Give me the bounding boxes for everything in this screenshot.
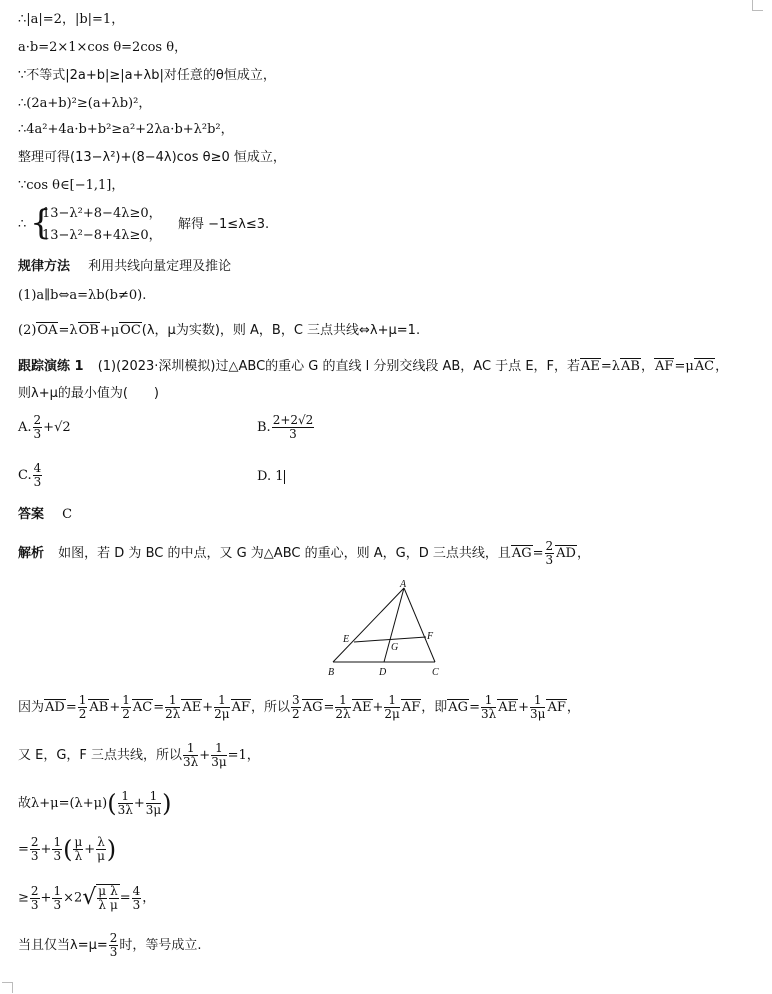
option-b-den: 3 (289, 427, 297, 441)
exercise-line-2: 则λ+μ的最小值为( ) (18, 386, 160, 401)
option-a-text: +√2 (43, 420, 71, 435)
exercise-text: (1)(2023·深圳模拟)过△ABC的重心 G 的直线 l 分别交线段 AB，AC 于点 E，F，若 (97, 359, 581, 374)
analysis-text: 如图，若 D 为 BC 的中点，又 G 为△ABC 的重心，则 A，G，D 三点共线，且 (58, 546, 511, 561)
rule-2-tail: (λ，μ为实数)，则 A，B，C 三点共线⇔λ+μ=1. (141, 323, 421, 338)
label-c: C (432, 667, 439, 678)
label-b: B (328, 667, 335, 678)
line-7: ∵cos θ∈[−1,1]， (18, 178, 125, 193)
answer-value: C (62, 507, 73, 522)
equality-text: 当且仅当λ=μ= (18, 938, 108, 953)
equality-tail: 时，等号成立. (119, 938, 202, 953)
corner-mark-bottom-left (2, 982, 13, 993)
derivation-4: = $\frac{2}{3}$ + $\frac{1}{3}$ ( $\frac{\mu}{\lambda}$ + $\frac{\lambda}{\mu}$ ) (18, 835, 117, 864)
option-c-den: 3 (33, 475, 42, 489)
label-f: F (427, 631, 434, 642)
option-d-text: 1 (275, 469, 284, 484)
option-c-label: C. (18, 468, 32, 483)
option-d (257, 468, 285, 486)
system-row-2: 13−λ²−8+4λ≥0， (42, 228, 162, 243)
exercise-line-1: 跟踪演练 1 (1)(2023·深圳模拟)过△ABC的重心 G 的直线 l 分别交线段 AB，AC 于点 E，F，若AE=λAB，AF=μAC， (18, 359, 729, 374)
option-c-num: 4 (33, 461, 42, 475)
answer-line (18, 506, 72, 524)
derivation-1: 因为AD= $\frac{1}{2}$ AB+ $\frac{1}{2}$ AC= $\frac{1}{2\lambda}$ AE+ $\frac{1}{2\mu}$ AF，所以 $\frac{3}{2}$ AG= $\frac{1}{2\lambda}$ AE+ $\frac{1}{2\mu}$ AF，即AG= $\frac{1}{3\lambda}$ AE+ $\frac{1}{3\mu}$ AF， (18, 693, 580, 721)
answer-head: 答案 (18, 507, 45, 522)
derivation-5: ≥ $\frac{2}{3}$ + $\frac{1}{3}$ ×2√ $\frac{\mu}{\lambda}$ $\frac{\lambda}{\mu}$ = $\frac{4}{3}$ ， (18, 883, 156, 912)
line-2: a·b=2×1×cos θ=2cos θ， (18, 40, 188, 55)
option-b-num: 2+2√2 (272, 413, 314, 427)
text-also: 又 E，G，F 三点共线，所以 (18, 748, 183, 763)
line-4: ∴(2a+b)²≥(a+λb)²， (18, 96, 152, 111)
label-d: D (379, 667, 387, 678)
derivation-6: 当且仅当λ=μ= $\frac{2}{3}$ 时，等号成立. (18, 931, 202, 959)
derivation-2: 又 E，G，F 三点共线，所以 $\frac{1}{3\lambda}$ + $\frac{1}{3\mu}$ =1， (18, 741, 260, 769)
label-a: A (400, 579, 407, 590)
text-since: 因为 (18, 700, 45, 715)
analysis-line: 解析 如图，若 D 为 BC 的中点，又 G 为△ABC 的重心，则 A，G，D 三点共线，且AG= $\frac{2}{3}$ AD， (18, 539, 590, 567)
label-g: G (391, 642, 399, 653)
rule-title: 利用共线向量定理及推论 (88, 259, 232, 274)
label-e: E (343, 634, 350, 645)
rule-heading (18, 258, 231, 276)
text-cursor (284, 470, 285, 484)
text-ie: ，即 (421, 700, 448, 715)
line-3: ∵不等式|2a+b|≥|a+λb|对任意的θ恒成立， (18, 68, 276, 83)
line-5: ∴4a²+4a·b+b²≥a²+2λa·b+λ²b²， (18, 122, 234, 137)
exercise-head: 跟踪演练 1 (18, 359, 84, 374)
line-6: 整理可得(13−λ²)+(8−4λ)cos θ≥0 恒成立， (18, 150, 286, 165)
rule-2: (2)OA=λOB+μOC(λ，μ为实数)，则 A，B，C 三点共线⇔λ+μ=1. (18, 323, 421, 338)
therefore-symbol: ∴ (18, 217, 27, 232)
derivation-3: 故λ+μ=(λ+μ)( $\frac{1}{3\lambda}$ + $\frac{1}{3\mu}$ ) (18, 789, 172, 818)
rule-head-label: 规律方法 (18, 259, 71, 274)
option-a: A. $\frac{2}{3}$ +√2 (18, 413, 71, 441)
system-row-1: 13−λ²+8−4λ≥0， (42, 206, 162, 221)
triangle-figure (325, 578, 445, 680)
option-a-label: A. (18, 420, 32, 435)
analysis-head: 解析 (18, 546, 45, 561)
system-brace: { (30, 203, 52, 243)
option-d-label: D. (257, 469, 272, 484)
option-b (257, 414, 315, 441)
option-b-label: B. (257, 420, 271, 435)
option-c (18, 462, 43, 489)
text-so: ，所以 (251, 700, 291, 715)
system-result: 解得 −1≤λ≤3. (178, 217, 270, 232)
line-1: ∴|a|=2，|b|=1， (18, 12, 125, 27)
text-hence: 故λ+μ=(λ+μ) (18, 796, 108, 811)
corner-mark-top-right (752, 0, 763, 11)
rule-1: (1)a∥b⇔a=λb(b≠0). (18, 288, 147, 303)
